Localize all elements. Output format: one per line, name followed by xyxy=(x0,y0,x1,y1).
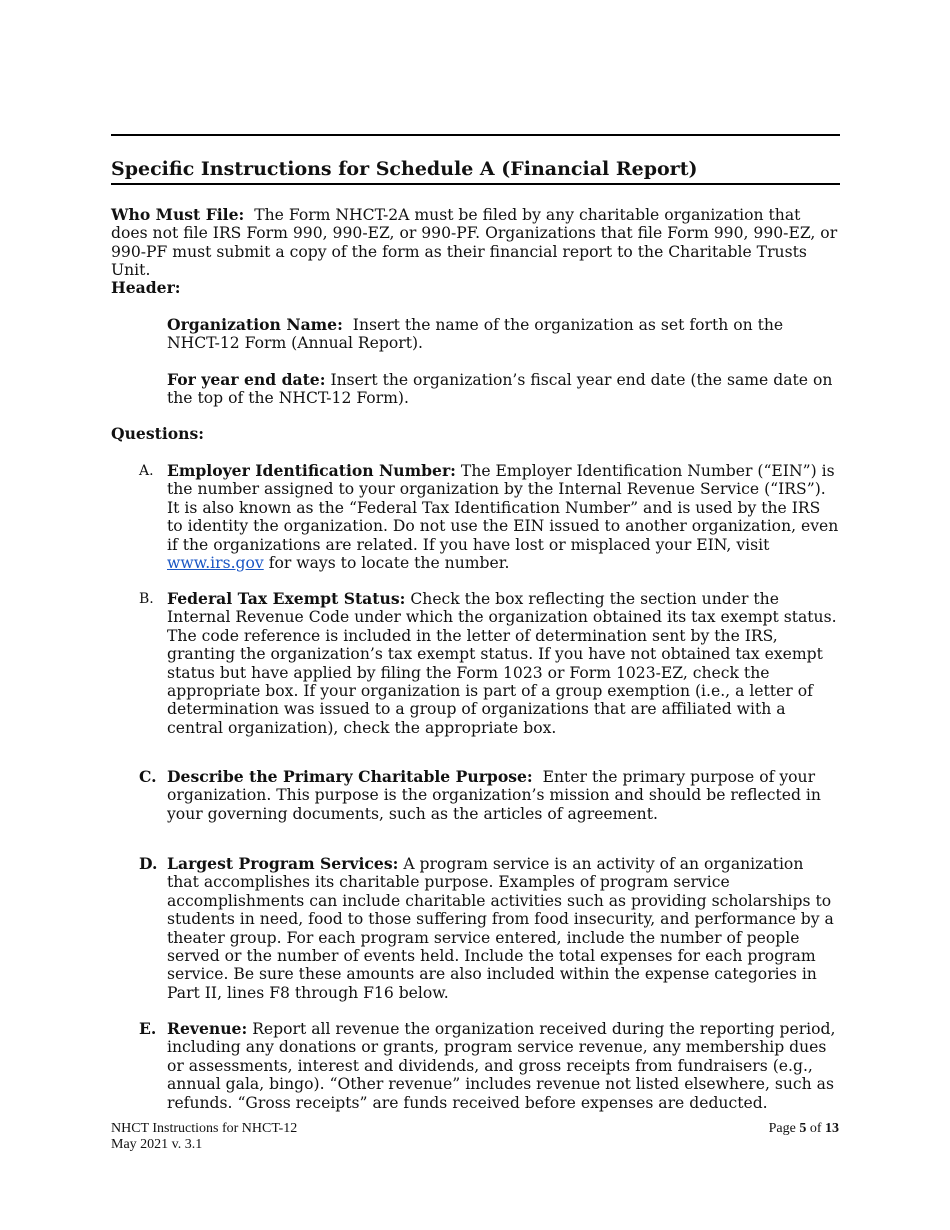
footer-page-number xyxy=(769,1121,839,1137)
page-title: Specific Instructions for Schedule A (Financial Report) xyxy=(111,156,840,185)
item-e-label: Revenue: xyxy=(167,1019,248,1038)
item-e-paragraph xyxy=(167,1020,840,1112)
org-name-label: Organization Name: xyxy=(167,315,343,334)
year-end-paragraph xyxy=(167,371,840,408)
top-rule xyxy=(111,134,840,136)
org-name-paragraph xyxy=(167,316,840,353)
year-end-label: For year end date: xyxy=(167,370,326,389)
year-end-text: Insert the organization’s fiscal year end date (the same date on the top of the NHCT-12 Form). xyxy=(167,371,833,408)
footer-doc-title: NHCT Instructions for NHCT-12 xyxy=(111,1121,298,1136)
item-c-text: Enter the primary purpose of your organization. This purpose is the organization’s mission and should be reflected in your governing documents, such as the articles of agreement. xyxy=(167,768,821,823)
list-marker-c: C. xyxy=(139,767,157,786)
who-must-file-label: Who Must File: xyxy=(111,205,245,224)
footer-left xyxy=(111,1121,297,1153)
item-d-text: A program service is an activity of an organization that accomplishes its charitable purpose. Examples of program service accomplishments can include charitable activities such as providing scholarships to students in need, food to those suffering from food insecurity, and performance by a theater group. For each program service entered, include the number of people served or the number of events held. Include the total expenses for each program service. Be sure these amounts are also included within the expense categories in Part II, lines F8 through F16 below. xyxy=(167,855,834,1002)
list-marker-b: B. xyxy=(139,591,154,607)
item-c-paragraph xyxy=(167,768,840,823)
org-name-text: Insert the name of the organization as set forth on the NHCT-12 Form (Annual Report). xyxy=(167,316,784,353)
item-d-paragraph xyxy=(167,855,840,1002)
item-b-text: Check the box reflecting the section under the Internal Revenue Code under which the organization obtained its tax exempt status. The code reference is included in the letter of determination sent by the IRS, granting the organization’s tax exempt status. If you have not obtained tax exempt status but have applied by filing the Form 1023 or Form 1023-EZ, check the appropriate box. If your organization is part of a group exemption (i.e., a letter of determination was issued to a group of organizations that are affiliated with a central organization), check the appropriate box. xyxy=(167,590,837,737)
item-b-paragraph xyxy=(167,590,840,737)
item-d-label: Largest Program Services: xyxy=(167,854,399,873)
item-a-text: The Employer Identification Number (“EIN”) is the number assigned to your organization by the Internal Revenue Service (“IRS”). It is also known as the “Federal Tax Identification Number” and is used by the IRS to identity the organization. Do not use the EIN issued to another organization, even if the organizations are related. If you have lost or misplaced your EIN, visit xyxy=(167,462,839,554)
questions-heading: Questions: xyxy=(111,424,205,443)
item-e-text: Report all revenue the organization received during the reporting period, including any donations or grants, program service revenue, any membership dues or assessments, interest and dividends, and gross receipts from fundraisers (e.g., annual gala, bingo). “Other revenue” includes revenue not listed elsewhere, such as refunds. “Gross receipts” are funds received before expenses are deducted. xyxy=(167,1020,836,1112)
header-heading: Header: xyxy=(111,278,181,297)
list-marker-d: D. xyxy=(139,854,158,873)
item-a-label: Employer Identification Number: xyxy=(167,461,456,480)
item-a-paragraph xyxy=(167,462,840,572)
item-c-label: Describe the Primary Charitable Purpose: xyxy=(167,767,533,786)
list-marker-e: E. xyxy=(139,1019,157,1038)
page-prefix: Page xyxy=(768,1121,796,1136)
page-current: 5 xyxy=(799,1121,807,1136)
list-marker-a: A. xyxy=(139,463,154,479)
page-total: 13 xyxy=(825,1121,839,1136)
footer-version: May 2021 v. 3.1 xyxy=(111,1137,203,1152)
item-a-after-link: for ways to locate the number. xyxy=(268,554,510,573)
item-b-label: Federal Tax Exempt Status: xyxy=(167,589,406,608)
page-of: of xyxy=(809,1121,822,1136)
who-must-file-paragraph xyxy=(111,206,840,280)
irs-gov-link[interactable]: www.irs.gov xyxy=(167,554,264,573)
who-must-file-text: The Form NHCT-2A must be filed by any charitable organization that does not file IRS Form 990, 990-EZ, or 990-PF. Organizations that file Form 990, 990-EZ, or 990-PF must submit a copy of the form as their financial report to the Charitable Trusts Unit. xyxy=(111,206,838,280)
